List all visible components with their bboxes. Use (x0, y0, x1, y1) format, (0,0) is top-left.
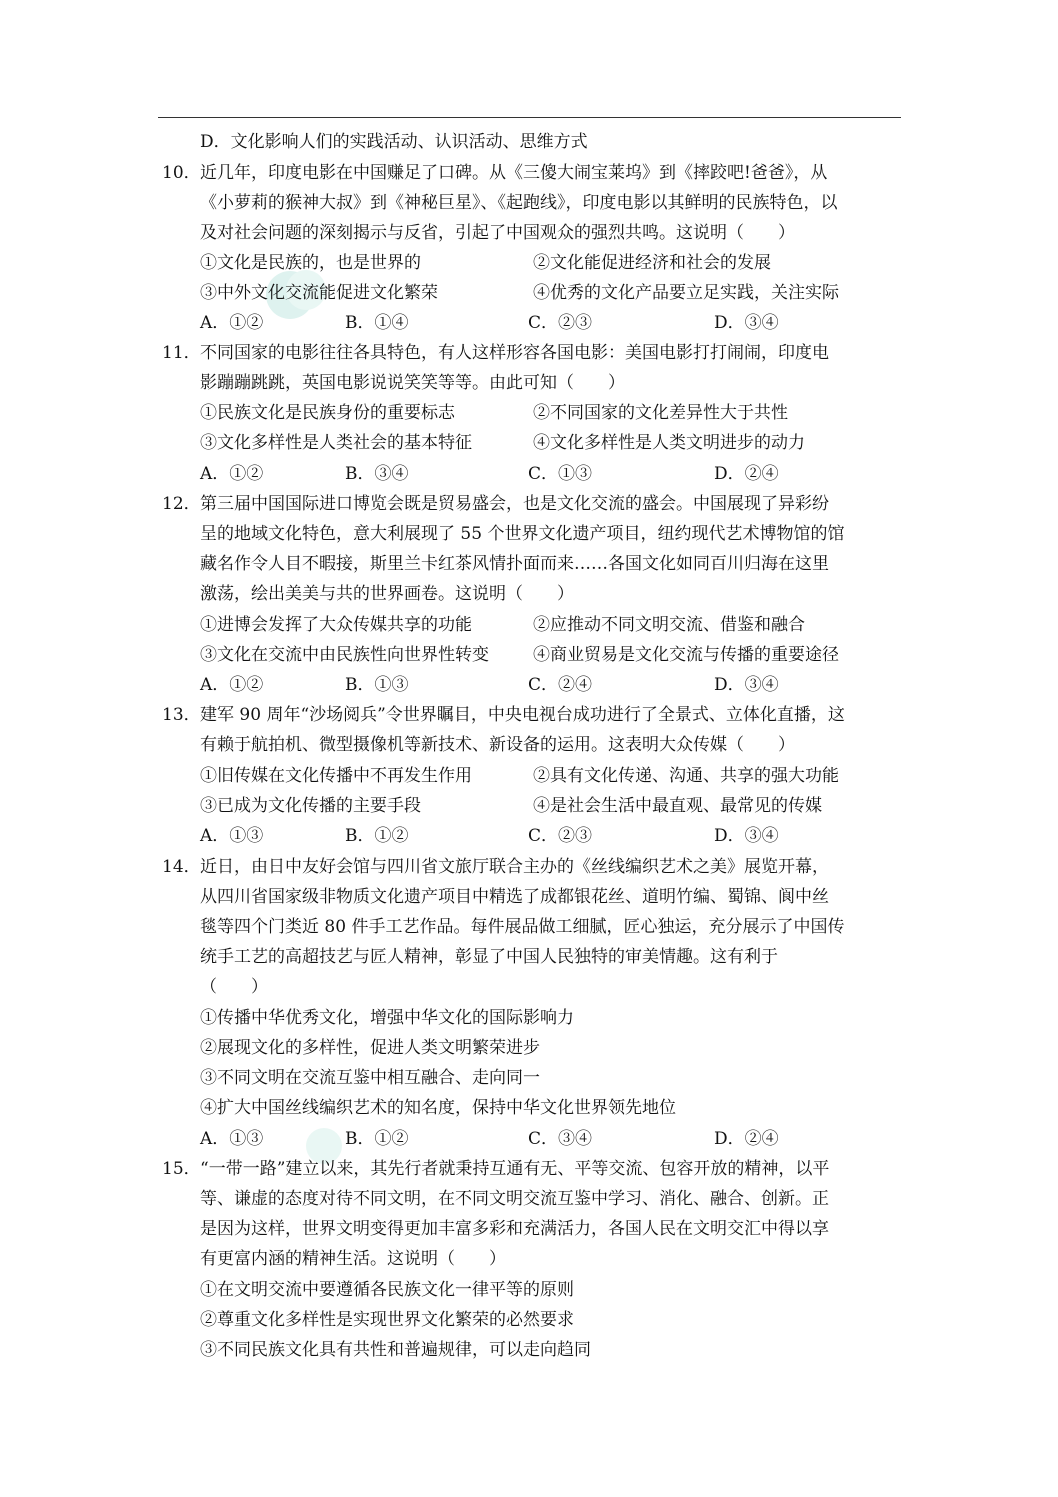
answer-choice-c: C．③④ (528, 1129, 593, 1149)
answer-choice-b: B．①② (345, 1129, 409, 1149)
question-number: 11． (162, 343, 201, 363)
statement-item: ②具有文化传递、沟通、共享的强大功能 (533, 766, 839, 786)
question-stem-line: 《小萝莉的猴神大叔》到《神秘巨星》、《起跑线》，印度电影以其鲜明的民族特色，以 (200, 193, 838, 213)
question-stem-line: （ ） (200, 977, 268, 997)
header-rule (158, 117, 901, 118)
statement-item: ④优秀的文化产品要立足实践，关注实际 (533, 283, 839, 303)
statement-item: ③文化多样性是人类社会的基本特征 (200, 433, 472, 453)
question-stem-line: 近几年，印度电影在中国赚足了口碑。从《三傻大闹宝莱坞》到《摔跤吧!爸爸》，从 (200, 163, 828, 183)
question-stem-line: 是因为这样，世界文明变得更加丰富多彩和充满活力，各国人民在文明交汇中得以享 (200, 1219, 829, 1239)
answer-choice-c: C．②③ (528, 826, 593, 846)
answer-choice-b: B．①③ (345, 675, 409, 695)
answer-choice-a: A．①② (200, 464, 264, 484)
statement-item: ③文化在交流中由民族性向世界性转变 (200, 645, 489, 665)
question-stem-line: 统手工艺的高超技艺与匠人精神，彰显了中国人民独特的审美情趣。这有利于 (200, 947, 778, 967)
question-stem-line: 近日，由日中友好会馆与四川省文旅厅联合主办的《丝线编织艺术之美》展览开幕， (200, 857, 829, 877)
answer-choice-a: A．①② (200, 675, 264, 695)
question-stem-line: 从四川省国家级非物质文化遗产项目中精选了成都银花丝、道明竹编、蜀锦、阆中丝 (200, 887, 829, 907)
answer-choice-d: D．③④ (714, 675, 779, 695)
question-stem-line: “一带一路”建立以来，其先行者就秉持互通有无、平等交流、包容开放的精神，以平 (200, 1159, 830, 1179)
answer-choice-d: D．②④ (714, 464, 779, 484)
question-number: 13． (162, 705, 201, 725)
answer-choice-d: D．③④ (714, 313, 779, 333)
statement-item: ④商业贸易是文化交流与传播的重要途径 (533, 645, 839, 665)
question-stem-line: 等、谦虚的态度对待不同文明，在不同文明交流互鉴中学习、消化、融合、创新。正 (200, 1189, 829, 1209)
question-stem-line: 激荡，绘出美美与共的世界画卷。这说明（ ） (200, 584, 574, 604)
statement-item: ③中外文化交流能促进文化繁荣 (200, 283, 438, 303)
question-stem-line: 毯等四个门类近 80 件手工艺作品。每件展品做工细腻，匠心独运，充分展示了中国传 (200, 917, 845, 937)
statement-item: ①进博会发挥了大众传媒共享的功能 (200, 615, 472, 635)
question-number: 15． (162, 1159, 201, 1179)
answer-choice-d: D．②④ (714, 1129, 779, 1149)
statement-item: ②展现文化的多样性，促进人类文明繁荣进步 (200, 1038, 540, 1058)
question-stem-line: 藏名作令人目不暇接，斯里兰卡红茶风情扑面而来……各国文化如同百川归海在这里 (200, 554, 829, 574)
question-stem-line: 呈的地域文化特色，意大利展现了 55 个世界文化遗产项目，纽约现代艺术博物馆的馆 (200, 524, 845, 544)
question-number: 14． (162, 857, 201, 877)
answer-choice-a: A．①② (200, 313, 264, 333)
statement-item: ④是社会生活中最直观、最常见的传媒 (533, 796, 822, 816)
statement-item: ③不同民族文化具有共性和普遍规律，可以走向趋同 (200, 1340, 591, 1360)
statement-item: ②文化能促进经济和社会的发展 (533, 253, 771, 273)
statement-item: ③已成为文化传播的主要手段 (200, 796, 421, 816)
statement-item: ④文化多样性是人类文明进步的动力 (533, 433, 805, 453)
question-number: 10． (162, 163, 201, 183)
statement-item: ②应推动不同文明交流、借鉴和融合 (533, 615, 805, 635)
statement-item: ①在文明交流中要遵循各民族文化一律平等的原则 (200, 1280, 574, 1300)
question-stem-line: 建军 90 周年“沙场阅兵”令世界瞩目，中央电视台成功进行了全景式、立体化直播，这 (200, 705, 845, 725)
statement-item: ③不同文明在交流互鉴中相互融合、走向同一 (200, 1068, 540, 1088)
answer-choice-a: A．①③ (200, 1129, 264, 1149)
question-stem-line: 第三届中国国际进口博览会既是贸易盛会，也是文化交流的盛会。中国展现了异彩纷 (200, 494, 829, 514)
statement-item: ①旧传媒在文化传播中不再发生作用 (200, 766, 472, 786)
answer-choice-b: B．①② (345, 826, 409, 846)
statement-item: ④扩大中国丝线编织艺术的知名度，保持中华文化世界领先地位 (200, 1098, 676, 1118)
answer-choice-c: C．②③ (528, 313, 593, 333)
answer-choice-a: A．①③ (200, 826, 264, 846)
question-stem-line: 有更富内涵的精神生活。这说明（ ） (200, 1249, 506, 1269)
question-number: 12． (162, 494, 201, 514)
answer-choice-b: B．①④ (345, 313, 409, 333)
question-stem-line: 影蹦蹦跳跳，英国电影说说笑笑等等。由此可知（ ） (200, 373, 625, 393)
answer-choice-d: D．③④ (714, 826, 779, 846)
answer-choice-c: C．①③ (528, 464, 593, 484)
statement-item: ①文化是民族的，也是世界的 (200, 253, 421, 273)
lead-option: D．文化影响人们的实践活动、认识活动、思维方式 (200, 132, 588, 152)
statement-item: ②尊重文化多样性是实现世界文化繁荣的必然要求 (200, 1310, 574, 1330)
question-stem-line: 有赖于航拍机、微型摄像机等新技术、新设备的运用。这表明大众传媒（ ） (200, 735, 795, 755)
question-stem-line: 及对社会问题的深刻揭示与反省，引起了中国观众的强烈共鸣。这说明（ ） (200, 223, 795, 243)
answer-choice-c: C．②④ (528, 675, 593, 695)
statement-item: ①民族文化是民族身份的重要标志 (200, 403, 455, 423)
statement-item: ②不同国家的文化差异性大于共性 (533, 403, 788, 423)
answer-choice-b: B．③④ (345, 464, 409, 484)
question-stem-line: 不同国家的电影往往各具特色，有人这样形容各国电影：美国电影打打闹闹，印度电 (200, 343, 829, 363)
statement-item: ①传播中华优秀文化，增强中华文化的国际影响力 (200, 1008, 574, 1028)
